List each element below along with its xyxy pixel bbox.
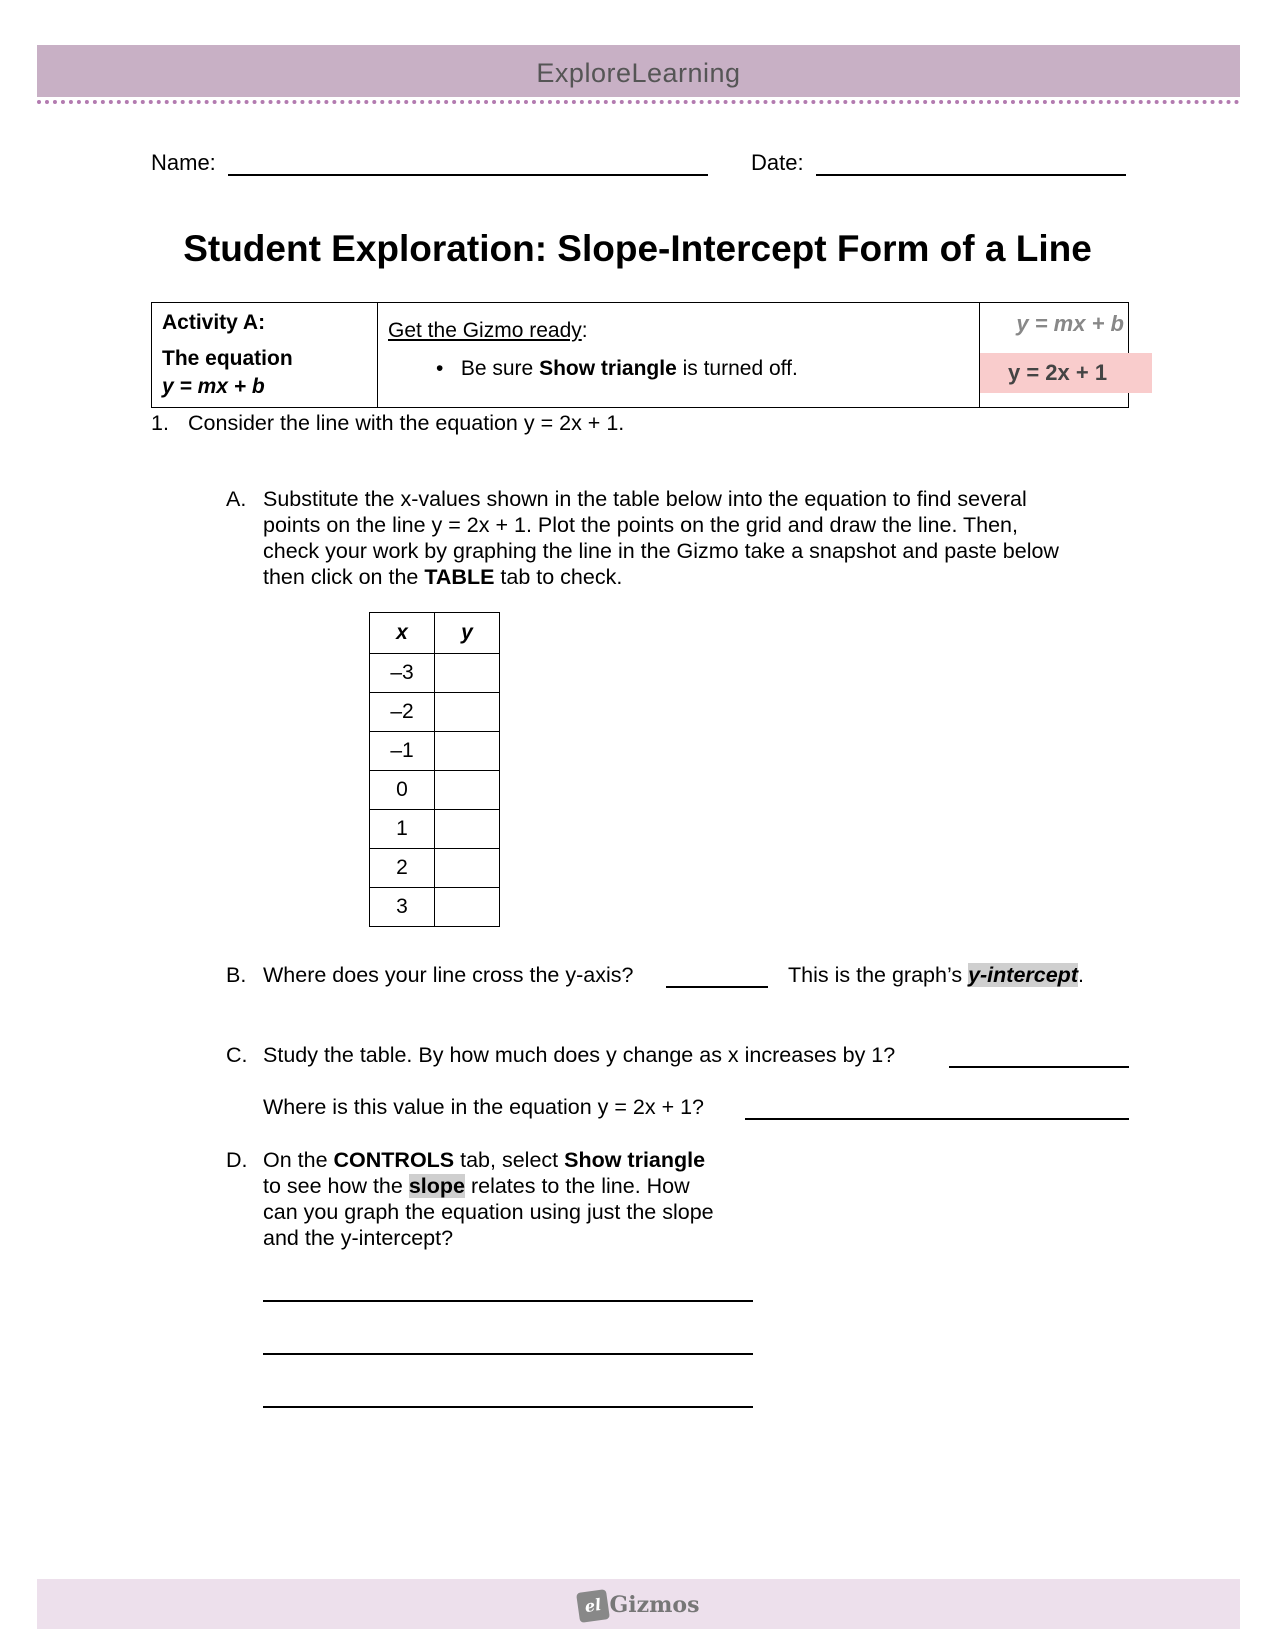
part-d-text: On the: [263, 1148, 334, 1172]
part-d-text: relates to the line. How: [464, 1174, 690, 1198]
y-value-input[interactable]: [435, 888, 500, 927]
part-letter: D.: [226, 1148, 248, 1172]
part-a-text: then click on the: [263, 565, 425, 589]
part-a-line: check your work by graphing the line in the Gizmo take a snapshot and paste below: [263, 539, 1059, 563]
x-value-cell: 1: [370, 810, 435, 849]
question-text: Consider the line with the equation y = 2x + 1.: [188, 411, 625, 435]
part-a: [226, 486, 1126, 596]
y-value-input[interactable]: [435, 771, 500, 810]
activity-topic: The equation: [162, 347, 293, 370]
show-triangle-term: Show triangle: [564, 1148, 706, 1172]
part-c: [226, 1042, 1129, 1132]
table-row: [370, 810, 500, 849]
bullet-text-end: is turned off.: [676, 357, 798, 380]
bullet-text: Be sure: [460, 357, 540, 380]
y-value-input[interactable]: [435, 732, 500, 771]
part-d: [226, 1147, 786, 1257]
part-c-text: Study the table. By how much does y change as x increases by 1?: [263, 1043, 896, 1067]
x-header: x: [370, 613, 435, 654]
bullet-item: [436, 357, 969, 381]
table-row: [370, 654, 500, 693]
ready-heading: Get the Gizmo ready: [388, 319, 582, 342]
question-1: [151, 410, 1151, 440]
part-b-note: [788, 962, 1084, 988]
x-value-cell: 2: [370, 849, 435, 888]
x-value-cell: –2: [370, 693, 435, 732]
part-a-line: points on the line y = 2x + 1. Plot the points on the grid and draw the line. Then,: [263, 513, 1018, 537]
y-value-input[interactable]: [435, 654, 500, 693]
activity-label: Activity A:: [162, 311, 266, 334]
equation-example: y = 2x + 1: [980, 353, 1152, 393]
equation-general: y = mx + b: [1016, 311, 1124, 336]
answer-line[interactable]: [263, 1406, 753, 1408]
slope-term: slope: [408, 1174, 465, 1198]
part-letter: A.: [226, 487, 247, 511]
name-field[interactable]: [228, 154, 708, 176]
ready-colon: :: [581, 319, 588, 342]
table-row: [370, 888, 500, 927]
y-value-input[interactable]: [435, 693, 500, 732]
table-tab-name: TABLE: [424, 565, 495, 589]
y-intercept-answer[interactable]: [666, 962, 768, 988]
page-title: Student Exploration: Slope-Intercept Form of a Line: [183, 228, 1092, 269]
y-intercept-term: y-intercept: [968, 963, 1078, 987]
activity-topic-eq: y = mx + b: [162, 375, 265, 398]
y-value-input[interactable]: [435, 849, 500, 888]
part-a-text: tab to check.: [494, 565, 623, 589]
answer-line[interactable]: [263, 1353, 753, 1355]
table-row: [370, 849, 500, 888]
part-a-line: [263, 564, 1059, 590]
name-label: Name:: [151, 150, 216, 175]
date-label: Date:: [751, 150, 804, 175]
part-b-note-end: .: [1077, 963, 1084, 987]
xy-table: [369, 612, 500, 927]
part-c-text-2: Where is this value in the equation y = 2x + 1?: [263, 1095, 705, 1119]
gizmos-logo: [37, 1591, 1240, 1621]
instructions-cell: [378, 303, 980, 408]
x-value-cell: –1: [370, 732, 435, 771]
x-value-cell: 0: [370, 771, 435, 810]
controls-tab-name: CONTROLS: [333, 1148, 455, 1172]
x-value-cell: –3: [370, 654, 435, 693]
equation-cell: [980, 303, 1129, 408]
part-d-text: to see how the: [263, 1174, 409, 1198]
gizmos-mark-icon: el: [576, 1589, 610, 1623]
header-divider: [37, 96, 1240, 104]
date-field[interactable]: [816, 154, 1126, 176]
header-bar: [37, 45, 1240, 97]
bullet-bold: Show triangle: [539, 357, 677, 380]
part-a-line: Substitute the x-values shown in the table below into the equation to find several: [263, 487, 1027, 511]
answer-line[interactable]: [263, 1300, 753, 1302]
footer-bar: [37, 1579, 1240, 1629]
table-row: [370, 732, 500, 771]
footer-brand: Gizmos: [609, 1592, 700, 1618]
table-row: [370, 771, 500, 810]
bullet-icon: •: [436, 357, 461, 380]
part-b-note-text: This is the graph’s: [788, 963, 969, 987]
part-d-line: and the y-intercept?: [263, 1226, 454, 1250]
x-value-cell: 3: [370, 888, 435, 927]
question-number: 1.: [151, 411, 169, 435]
brand-logo: ExploreLearning: [536, 58, 741, 88]
value-location-answer[interactable]: [745, 1094, 1129, 1120]
part-b-text: Where does your line cross the y-axis?: [263, 963, 634, 987]
part-letter: C.: [226, 1043, 248, 1067]
name-date-row: [151, 150, 1126, 176]
y-header: y: [435, 613, 500, 654]
part-d-line: can you graph the equation using just the slope: [263, 1200, 714, 1224]
part-d-text: tab, select: [454, 1148, 565, 1172]
activity-cell: [152, 303, 378, 408]
table-row: [370, 693, 500, 732]
y-value-input[interactable]: [435, 810, 500, 849]
change-answer[interactable]: [949, 1042, 1129, 1068]
part-b: [226, 962, 1126, 992]
part-letter: B.: [226, 963, 247, 987]
activity-table: [151, 302, 1129, 408]
